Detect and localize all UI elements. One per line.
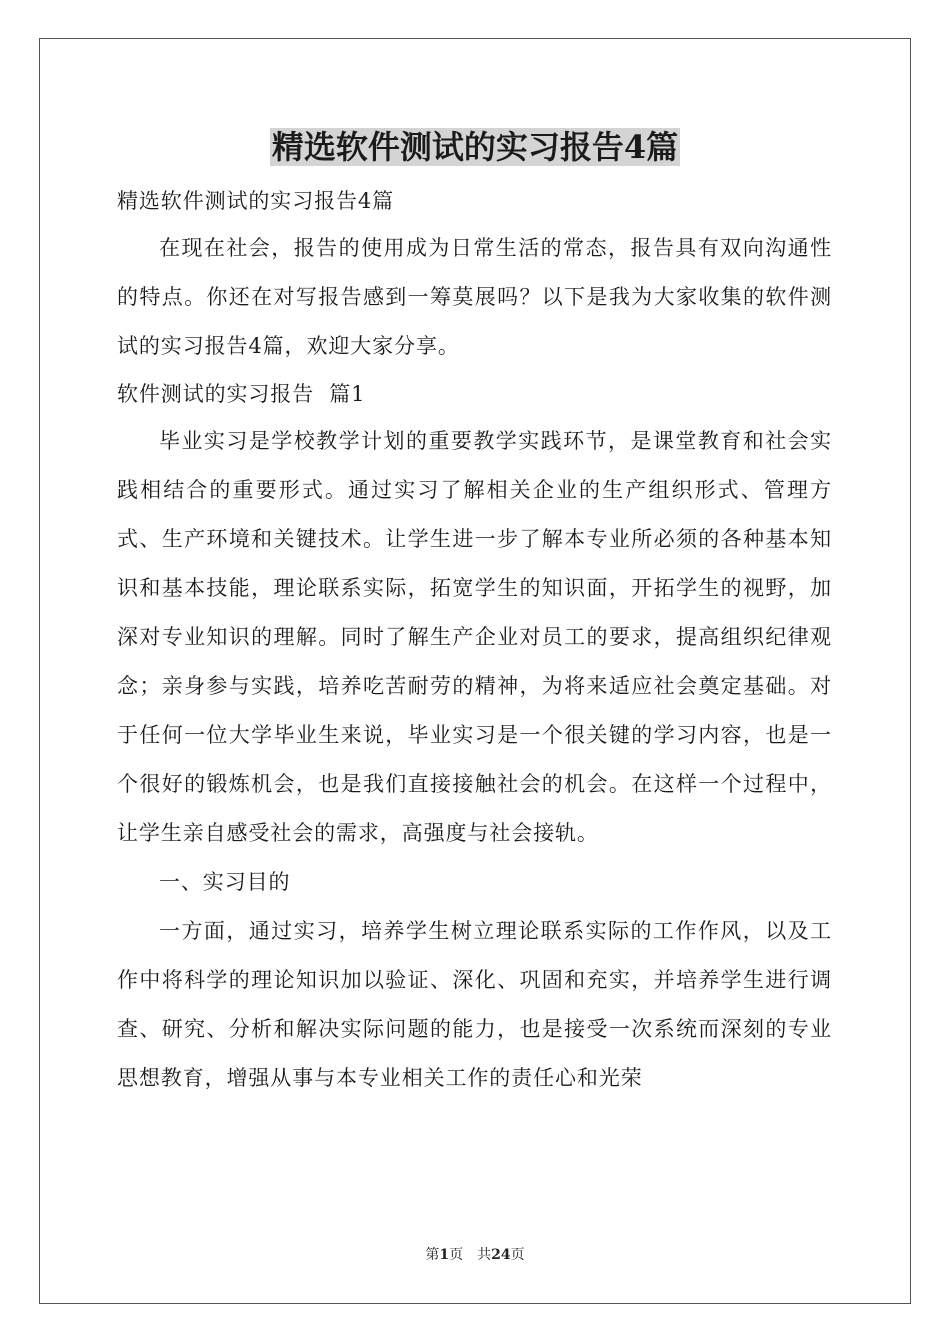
document-body [117, 178, 832, 1103]
document-title [0, 124, 950, 170]
footer-page-number: 1 [439, 1247, 450, 1263]
footer-page-prefix: 第 [425, 1247, 440, 1263]
footer-page-suffix: 页 [449, 1247, 464, 1263]
subheading-purpose: 一、实习目的 [159, 870, 291, 894]
body-paragraph-2: 一方面，通过实习，培养学生树立理论联系实际的工作作风，以及工作中将科学的理论知识加以验证、深化、巩固和充实，并培养学生进行调查、研究、分析和解决实际问题的能力，也是接受一次系统而深刻的专业思想教育，增强从事与本专业相关工作的责任心和光荣 [117, 919, 832, 1090]
intro-paragraph: 在现在社会，报告的使用成为日常生活的常态，报告具有双向沟通性的特点。你还在对写报告感到一筹莫展吗？以下是我为大家收集的软件测试的实习报告4篇，欢迎大家分享。 [117, 236, 832, 358]
footer-total-pages: 24 [491, 1247, 511, 1263]
document-title-text: 精选软件测试的实习报告4篇 [271, 128, 679, 166]
page-footer [0, 1245, 950, 1265]
section-heading: 软件测试的实习报告 篇1 [117, 382, 366, 406]
document-subtitle: 精选软件测试的实习报告4篇 [117, 189, 395, 213]
footer-total-prefix: 共 [477, 1247, 492, 1263]
footer-total-suffix: 页 [510, 1247, 525, 1263]
body-paragraph-1: 毕业实习是学校教学计划的重要教学实践环节，是课堂教育和社会实践相结合的重要形式。通过实习了解相关企业的生产组织形式、管理方式、生产环境和关键技术。让学生进一步了解本专业所必须的各种基本知识和基本技能，理论联系实际，拓宽学生的知识面，开拓学生的视野，加深对专业知识的理解。同时了解生产企业对员工的要求，提高组织纪律观念；亲身参与实践，培养吃苦耐劳的精神，为将来适应社会奠定基础。对于任何一位大学毕业生来说，毕业实习是一个很关键的学习内容，也是一个很好的锻炼机会，也是我们直接接触社会的机会。在这样一个过程中，让学生亲自感受社会的需求，高强度与社会接轨。 [117, 429, 832, 845]
